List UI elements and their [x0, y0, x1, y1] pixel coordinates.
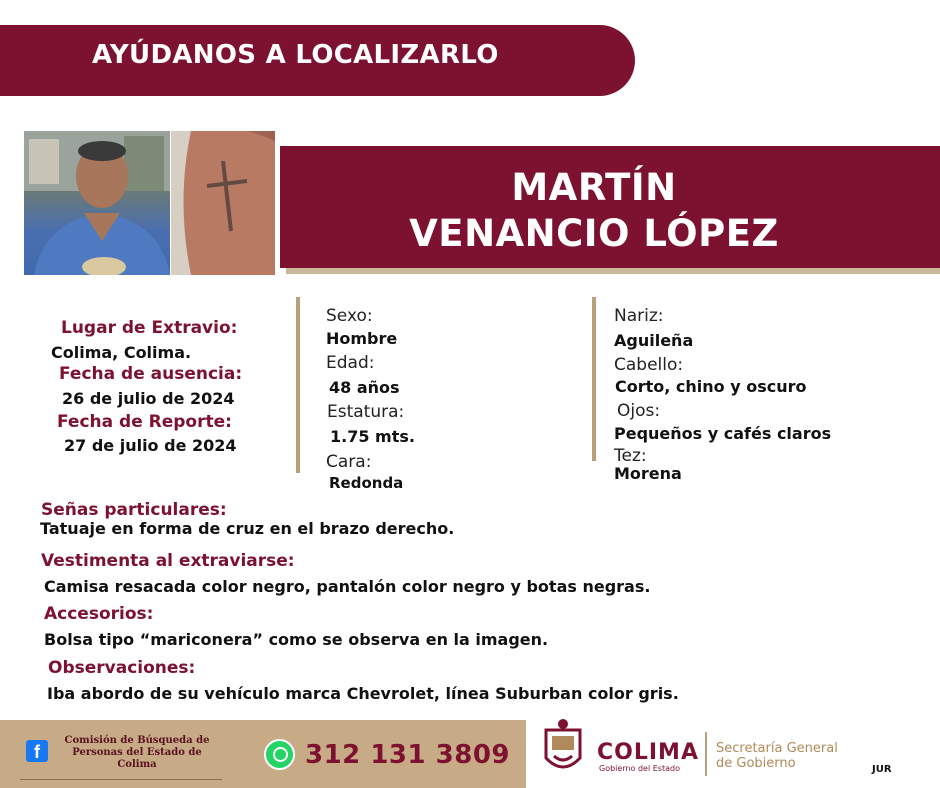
clothing-value: Camisa resacada color negro, pantalón color negro y botas negras. — [44, 577, 651, 596]
secretaria-line-2: de Gobierno — [716, 756, 796, 771]
nose-value: Aguileña — [614, 331, 694, 350]
commission-name — [52, 735, 222, 771]
contact-phone[interactable]: 312 131 3809 — [305, 740, 511, 770]
skin-label: Tez: — [614, 446, 647, 466]
commission-line-1: Comisión de Búsqueda de — [64, 735, 210, 746]
accessories-value: Bolsa tipo “mariconera” como se observa en la imagen. — [44, 630, 549, 649]
banner-title: AYÚDANOS A LOCALIZARLO — [92, 40, 499, 70]
commission-line-2: Personas del Estado de — [72, 747, 202, 758]
hair-value: Corto, chino y oscuro — [615, 377, 807, 396]
eyes-label: Ojos: — [617, 401, 661, 421]
commission-line-3: Colima — [117, 759, 157, 770]
age-label: Edad: — [326, 353, 375, 373]
age-value: 48 años — [329, 378, 400, 397]
absence-date-value: 26 de julio de 2024 — [62, 389, 235, 408]
marks-value: Tatuaje en forma de cruz en el brazo derecho. — [40, 519, 455, 538]
tattoo-photo — [171, 131, 275, 275]
right-divider — [592, 297, 596, 461]
whatsapp-icon[interactable] — [264, 739, 295, 770]
sex-value: Hombre — [326, 329, 398, 348]
person-last-name: VENANCIO LÓPEZ — [409, 212, 779, 255]
marks-label: Señas particulares: — [41, 500, 227, 520]
colima-logo-text: COLIMA — [597, 740, 699, 765]
person-first-name: MARTÍN — [511, 166, 677, 209]
place-label: Lugar de Extravio: — [61, 318, 238, 338]
place-value: Colima, Colima. — [51, 343, 192, 362]
reference-code: JUR — [872, 764, 892, 775]
colima-logo-subtitle: Gobierno del Estado — [599, 764, 680, 773]
skin-value: Morena — [614, 464, 682, 483]
secretaria-name — [716, 741, 838, 771]
eyes-value: Pequeños y cafés claros — [614, 424, 832, 443]
accessories-label: Accesorios: — [44, 604, 154, 624]
colima-crest-icon — [540, 718, 586, 778]
report-date-label: Fecha de Reporte: — [57, 412, 232, 432]
nose-label: Nariz: — [614, 306, 664, 326]
observations-label: Observaciones: — [48, 658, 196, 678]
report-date-value: 27 de julio de 2024 — [64, 436, 237, 455]
person-photo — [24, 131, 170, 275]
face-label: Cara: — [326, 452, 372, 472]
facebook-icon[interactable]: f — [26, 740, 48, 762]
sex-label: Sexo: — [326, 306, 373, 326]
footer-underline — [20, 779, 222, 780]
height-label: Estatura: — [327, 402, 405, 422]
middle-divider — [296, 297, 300, 473]
hair-label: Cabello: — [614, 355, 684, 375]
absence-date-label: Fecha de ausencia: — [59, 364, 243, 384]
observations-value: Iba abordo de su vehículo marca Chevrolet, línea Suburban color gris. — [47, 684, 679, 703]
clothing-label: Vestimenta al extraviarse: — [41, 551, 295, 571]
height-value: 1.75 mts. — [330, 427, 415, 446]
secretaria-line-1: Secretaría General — [716, 741, 838, 756]
face-value: Redonda — [329, 474, 404, 492]
logo-divider — [705, 732, 707, 776]
